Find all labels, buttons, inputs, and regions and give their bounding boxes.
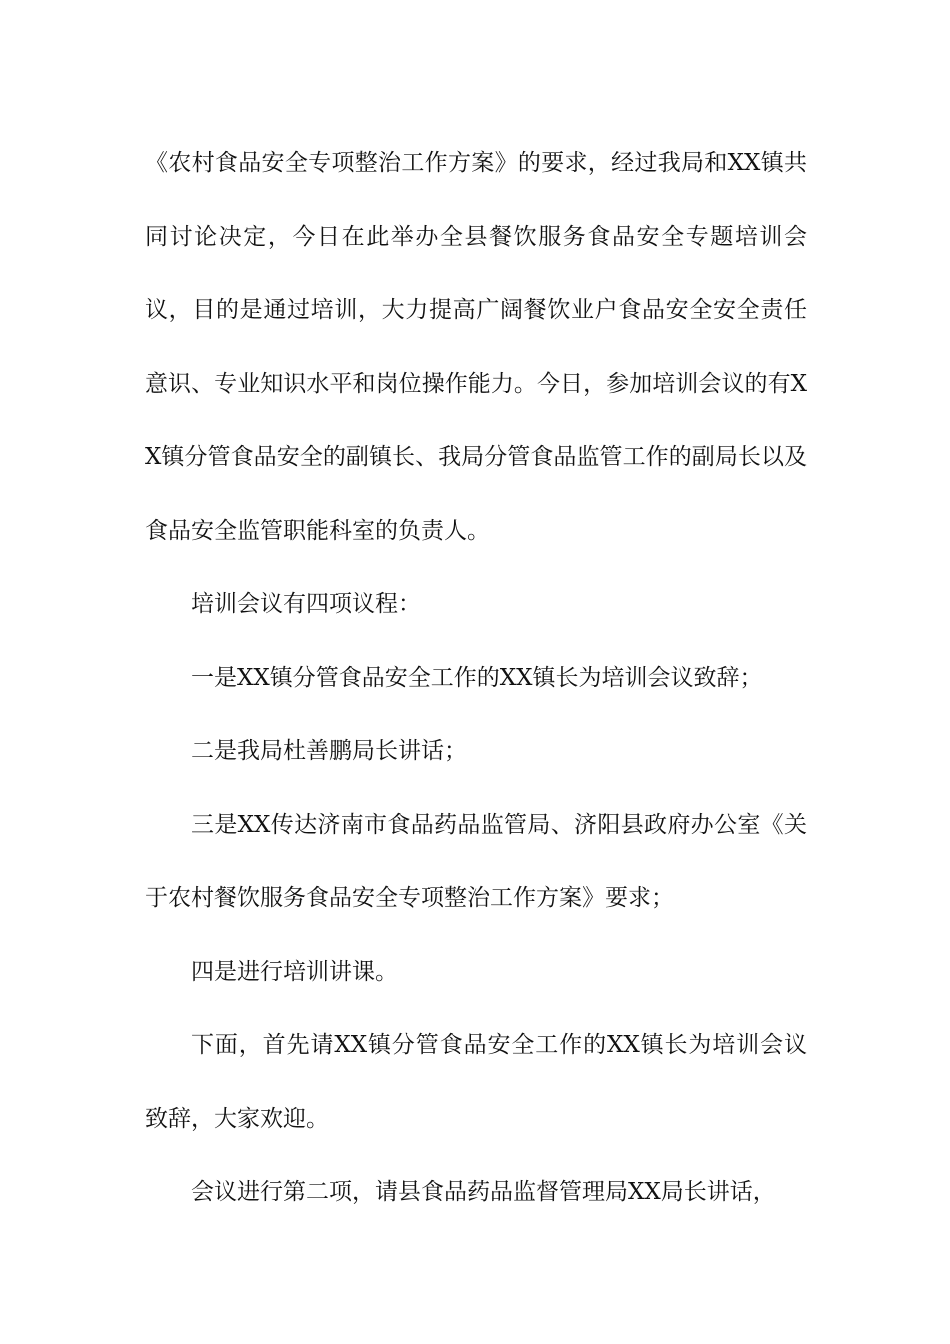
paragraph-second-item: 会议进行第二项，请县食品药品监督管理局XX局长讲话， <box>191 1179 776 1205</box>
paragraph-agenda-item-3: 三是XX传达济南市食品药品监管局、济阳县政府办公室《关于农村餐饮服务食品安全专项整治工作方案》要求； <box>145 811 807 911</box>
paragraph-agenda-heading: 培训会议有四项议程： <box>191 591 421 617</box>
document-body <box>145 127 807 1230</box>
paragraph-welcome: 下面，首先请XX镇分管食品安全工作的XX镇长为培训会议致辞，大家欢迎。 <box>145 1032 807 1132</box>
paragraph-agenda-item-1: 一是XX镇分管食品安全工作的XX镇长为培训会议致辞； <box>191 664 763 691</box>
paragraph-agenda-item-2: 二是我局杜善鹏局长讲话； <box>191 738 467 764</box>
paragraph-agenda-item-4: 四是进行培训讲课。 <box>191 958 398 985</box>
paragraph-intro: 《农村食品安全专项整治工作方案》的要求，经过我局和XX镇共同讨论决定，今日在此举办全县餐饮服务食品安全专题培训会议，目的是通过培训，大力提高广阔餐饮业户食品安全安全责任意识、专业知识水平和岗位操作能力。今日，参加培训会议的有XX镇分管食品安全的副镇长、我局分管食品监管工作的副局长以及食品安全监管职能科室的负责人。 <box>145 150 807 544</box>
